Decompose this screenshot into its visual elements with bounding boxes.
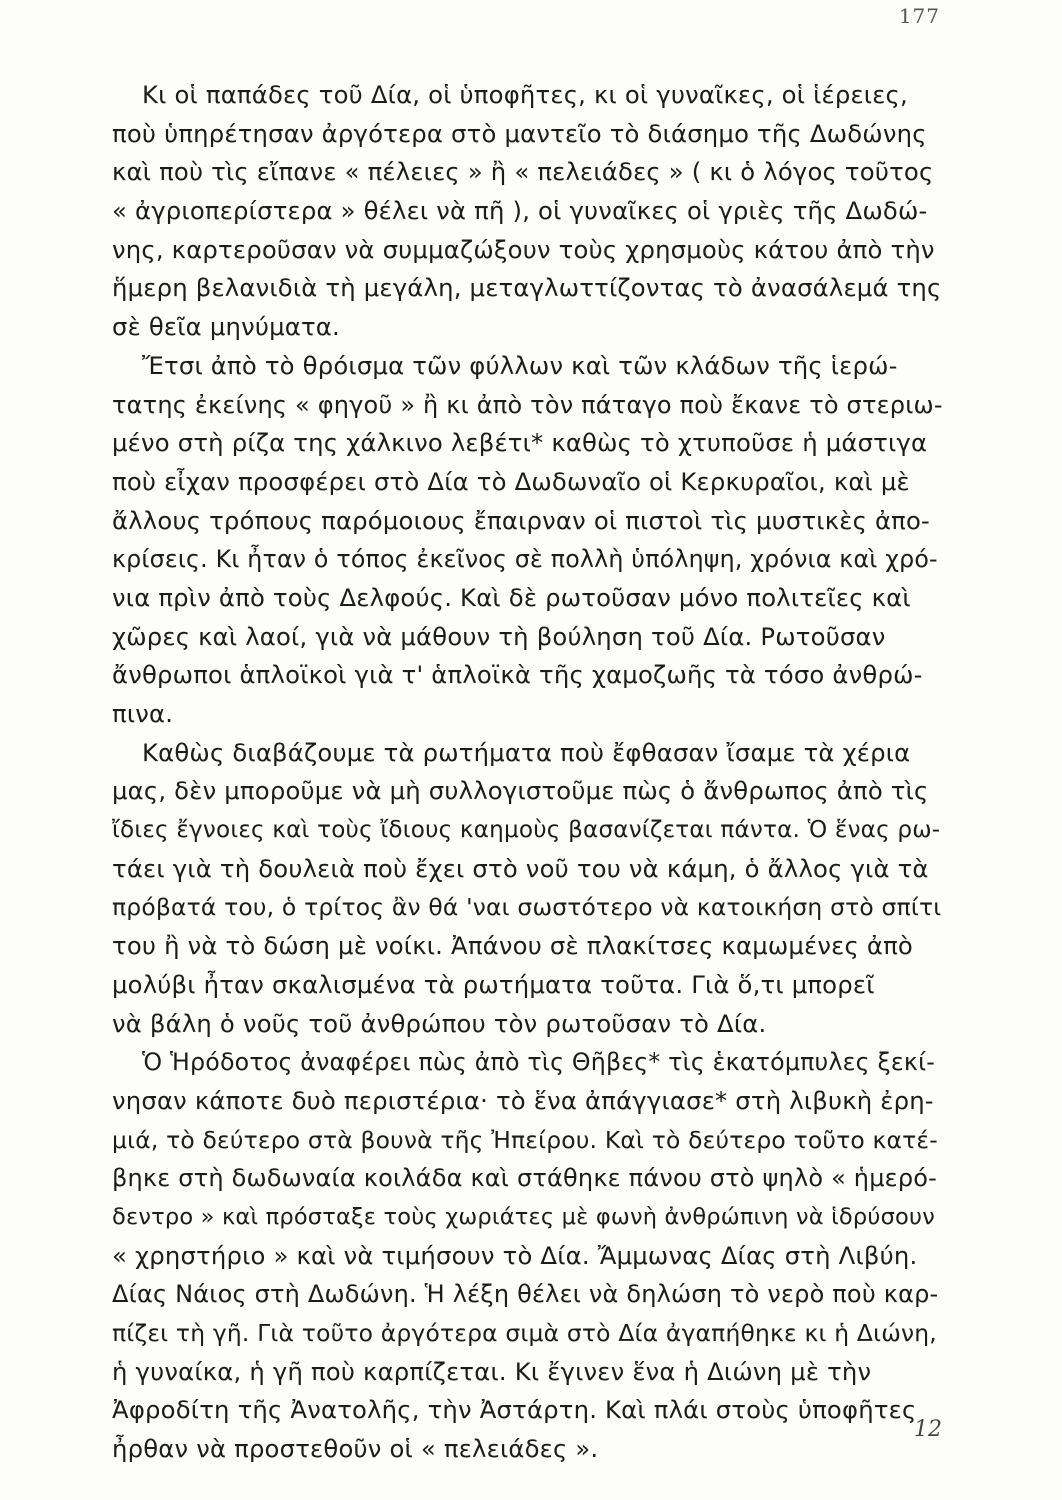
text-line: ἡ γυναίκα, ἡ γῆ ποὺ καρπίζεται. Κι ἔγινεν ἕνα ἡ Διώνη μὲ τὴν bbox=[112, 1356, 872, 1386]
text-line: τατης ἐκείνης « φηγοῦ » ἢ κι ἀπὸ τὸν πάταγο ποὺ ἔκανε τὸ στεριω- bbox=[112, 390, 943, 419]
text-line: ἥμερη βελανιδιὰ τὴ μεγάλη, μεταγλωττίζοντας τὸ ἀνασάλεμά της bbox=[112, 273, 942, 303]
text-line: Ἔτσι ἀπὸ τὸ θρόισμα τῶν φύλλων καὶ τῶν κλάδων τῆς ἱερώ- bbox=[142, 350, 898, 380]
text-line: πρόβατά του, ὁ τρίτος ἂν θά 'ναι σωστότερο νὰ κατοικήση στὸ σπίτι bbox=[112, 893, 942, 922]
text-line: νὰ βάλη ὁ νοῦς τοῦ ἀνθρώπου τὸν ρωτοῦσαν τὸ Δία. bbox=[112, 1008, 767, 1038]
text-line: Καθὼς διαβάζουμε τὰ ρωτήματα ποὺ ἔφθασαν ἴσαμε τὰ χέρια bbox=[142, 737, 911, 767]
text-line: μιά, τὸ δεύτερο στὰ βουνὰ τῆς Ἠπείρου. Καὶ τὸ δεύτερο τοῦτο κατέ- bbox=[112, 1125, 938, 1154]
text-line: ποὺ εἶχαν προσφέρει στὸ Δία τὸ Δωδωναῖο οἱ Κερκυραῖοι, καὶ μὲ bbox=[112, 466, 910, 496]
text-line: ἦρθαν νὰ προστεθοῦν οἱ « πελειάδες ». bbox=[112, 1434, 599, 1464]
text-line: σὲ θεῖα μηνύματα. bbox=[112, 312, 340, 342]
text-line: μένο στὴ ρίζα της χάλκινο λεβέτι* καθὼς τὸ χτυποῦσε ἡ μάστιγα bbox=[112, 428, 928, 458]
text-line: πινα. bbox=[112, 699, 174, 728]
text-line: νης, καρτεροῦσαν νὰ συμμαζώξουν τοὺς χρησμοὺς κάτου ἀπὸ τὴν bbox=[112, 234, 935, 264]
text-line: βηκε στὴ δωδωναία κοιλάδα καὶ στάθηκε πάνου στὸ ψηλὸ « ἡμερό- bbox=[112, 1164, 938, 1193]
text-line: Ἀφροδίτη τῆς Ἀνατολῆς, τὴν Ἀστάρτη. Καὶ πλάι στοὺς ὑποφῆτες bbox=[112, 1395, 917, 1425]
text-line: « χρηστήριο » καὶ νὰ τιμήσουν τὸ Δία. Ἄμμωνας Δίας στὴ Λιβύη. bbox=[112, 1240, 918, 1270]
text-line: νησαν κάποτε δυὸ περιστέρια· τὸ ἕνα ἀπάγγιασε* στὴ λιβυκὴ ἐρη- bbox=[112, 1085, 934, 1115]
text-line: Δίας Νάιος στὴ Δωδώνη. Ἡ λέξη θέλει νὰ δηλώση τὸ νερὸ ποὺ καρ- bbox=[112, 1280, 939, 1309]
text-line: καὶ ποὺ τὶς εἴπανε « πέλειες » ἢ « πελειάδες » ( κι ὁ λόγος τοῦτος bbox=[112, 157, 934, 187]
page-number-top: 177 bbox=[898, 4, 940, 28]
text-line: Κι οἱ παπάδες τοῦ Δία, οἱ ὑποφῆτες, κι οἱ γυναῖκες, οἱ ἱέρειες, bbox=[142, 80, 908, 109]
text-line: κρίσεις. Κι ἦταν ὁ τόπος ἐκεῖνος σὲ πολλὴ ὑπόληψη, χρόνια καὶ χρό- bbox=[112, 545, 938, 574]
text-line: νια πρὶν ἀπὸ τοὺς Δελφούς. Καὶ δὲ ρωτοῦσαν μόνο πολιτεῖες καὶ bbox=[112, 582, 911, 612]
text-line: του ἢ νὰ τὸ δώση μὲ νοίκι. Ἀπάνου σὲ πλακίτσες καμωμένες ἀπὸ bbox=[112, 931, 913, 961]
text-line: μας, δὲν μποροῦμε νὰ μὴ συλλογιστοῦμε πὼς ὁ ἄνθρωπος ἀπὸ τὶς bbox=[112, 776, 929, 806]
text-line: χῶρες καὶ λαοί, γιὰ νὰ μάθουν τὴ βούληση τοῦ Δία. Ρωτοῦσαν bbox=[112, 621, 886, 651]
text-line: πίζει τὴ γῆ. Γιὰ τοῦτο ἀργότερα σιμὰ στὸ Δία ἀγαπήθηκε κι ἡ Διώνη, bbox=[112, 1319, 937, 1347]
text-line: « ἀγριοπερίστερα » θέλει νὰ πῆ ), οἱ γυναῖκες οἱ γριὲς τῆς Δωδώ- bbox=[112, 196, 928, 226]
text-line: δεντρο » καὶ πρόσταξε τοὺς χωριάτες μὲ φωνὴ ἀνθρώπινη νὰ ἱδρύσουν bbox=[112, 1203, 935, 1230]
text-line: ἄνθρωποι ἁπλοϊκοὶ γιὰ τ' ἁπλοϊκὰ τῆς χαμοζωῆς τὰ τόσο ἀνθρώ- bbox=[112, 660, 923, 690]
text-line: ποὺ ὑπηρέτησαν ἀργότερα στὸ μαντεῖο τὸ διάσημο τῆς Δωδώνης bbox=[112, 118, 927, 148]
body-text bbox=[112, 76, 944, 1469]
text-line: ἄλλους τρόπους παρόμοιους ἔπαιρναν οἱ πιστοὶ τὶς μυστικὲς ἀπο- bbox=[112, 505, 931, 535]
text-line: μολύβι ἦταν σκαλισμένα τὰ ρωτήματα τοῦτα. Γιὰ ὅ,τι μπορεῖ bbox=[112, 969, 875, 999]
text-line: τάει γιὰ τὴ δουλειὰ ποὺ ἔχει στὸ νοῦ του νὰ κάμη, ὁ ἄλλος γιὰ τὰ bbox=[112, 853, 929, 883]
text-line: Ὁ Ἡρόδοτος ἀναφέρει πὼς ἀπὸ τὶς Θῆβες* τὶς ἑκατόμπυλες ξεκί- bbox=[142, 1048, 936, 1077]
text-line: ἴδιες ἔγνοιες καὶ τοὺς ἴδιους καημοὺς βασανίζεται πάντα. Ὁ ἕνας ρω- bbox=[112, 817, 941, 844]
page-number-bottom: 12 bbox=[914, 1417, 942, 1442]
